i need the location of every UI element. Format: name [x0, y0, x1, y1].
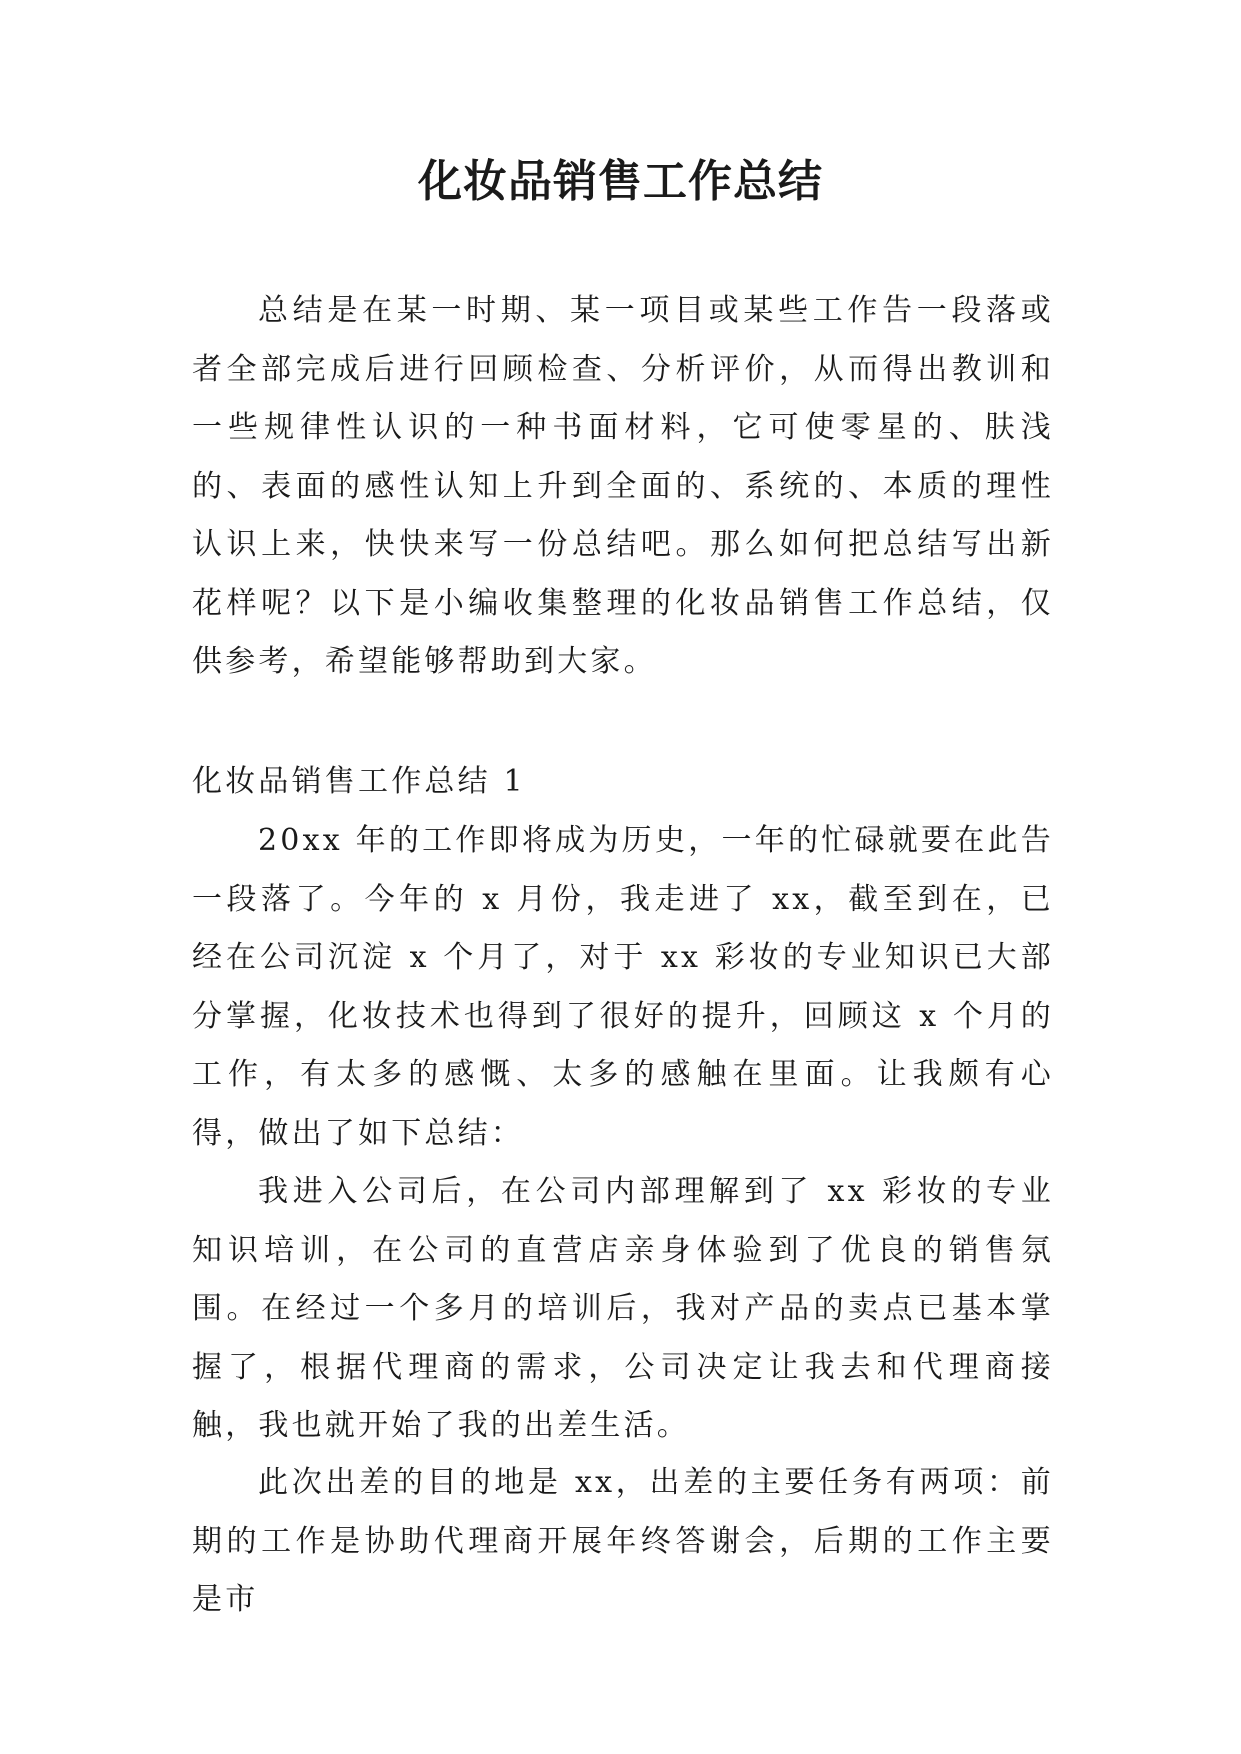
- body-paragraph: 我进入公司后，在公司内部理解到了 xx 彩妆的专业知识培训，在公司的直营店亲身体验到了优良的销售氛围。在经过一个多月的培训后，我对产品的卖点已基本掌握了，根据代理商的需求，公司决定让我去和代理商接触，我也就开始了我的出差生活。: [192, 1174, 1054, 1443]
- section-heading: 化妆品销售工作总结 1: [192, 764, 526, 799]
- document-title: 化妆品销售工作总结: [418, 156, 823, 207]
- intro-paragraph: 总结是在某一时期、某一项目或某些工作告一段落或者全部完成后进行回顾检查、分析评价，从而得出教训和一些规律性认识的一种书面材料，它可使零星的、肤浅的、表面的感性认知上升到全面的、系统的、本质的理性认识上来，快快来写一份总结吧。那么如何把总结写出新花样呢？以下是小编收集整理的化妆品销售工作总结，仅供参考，希望能够帮助到大家。: [192, 293, 1054, 679]
- body-paragraph: 此次出差的目的地是 xx，出差的主要任务有两项：前期的工作是协助代理商开展年终答谢会，后期的工作主要是市: [192, 1465, 1054, 1617]
- body-paragraph: 20xx 年的工作即将成为历史，一年的忙碌就要在此告一段落了。今年的 x 月份，我走进了 xx，截至到在，已经在公司沉淀 x 个月了，对于 xx 彩妆的专业知识已大部分掌握，化妆技术也得到了很好的提升，回顾这 x 个月的工作，有太多的感慨、太多的感触在里面。让我颇有心得，做出了如下总结：: [192, 823, 1054, 1151]
